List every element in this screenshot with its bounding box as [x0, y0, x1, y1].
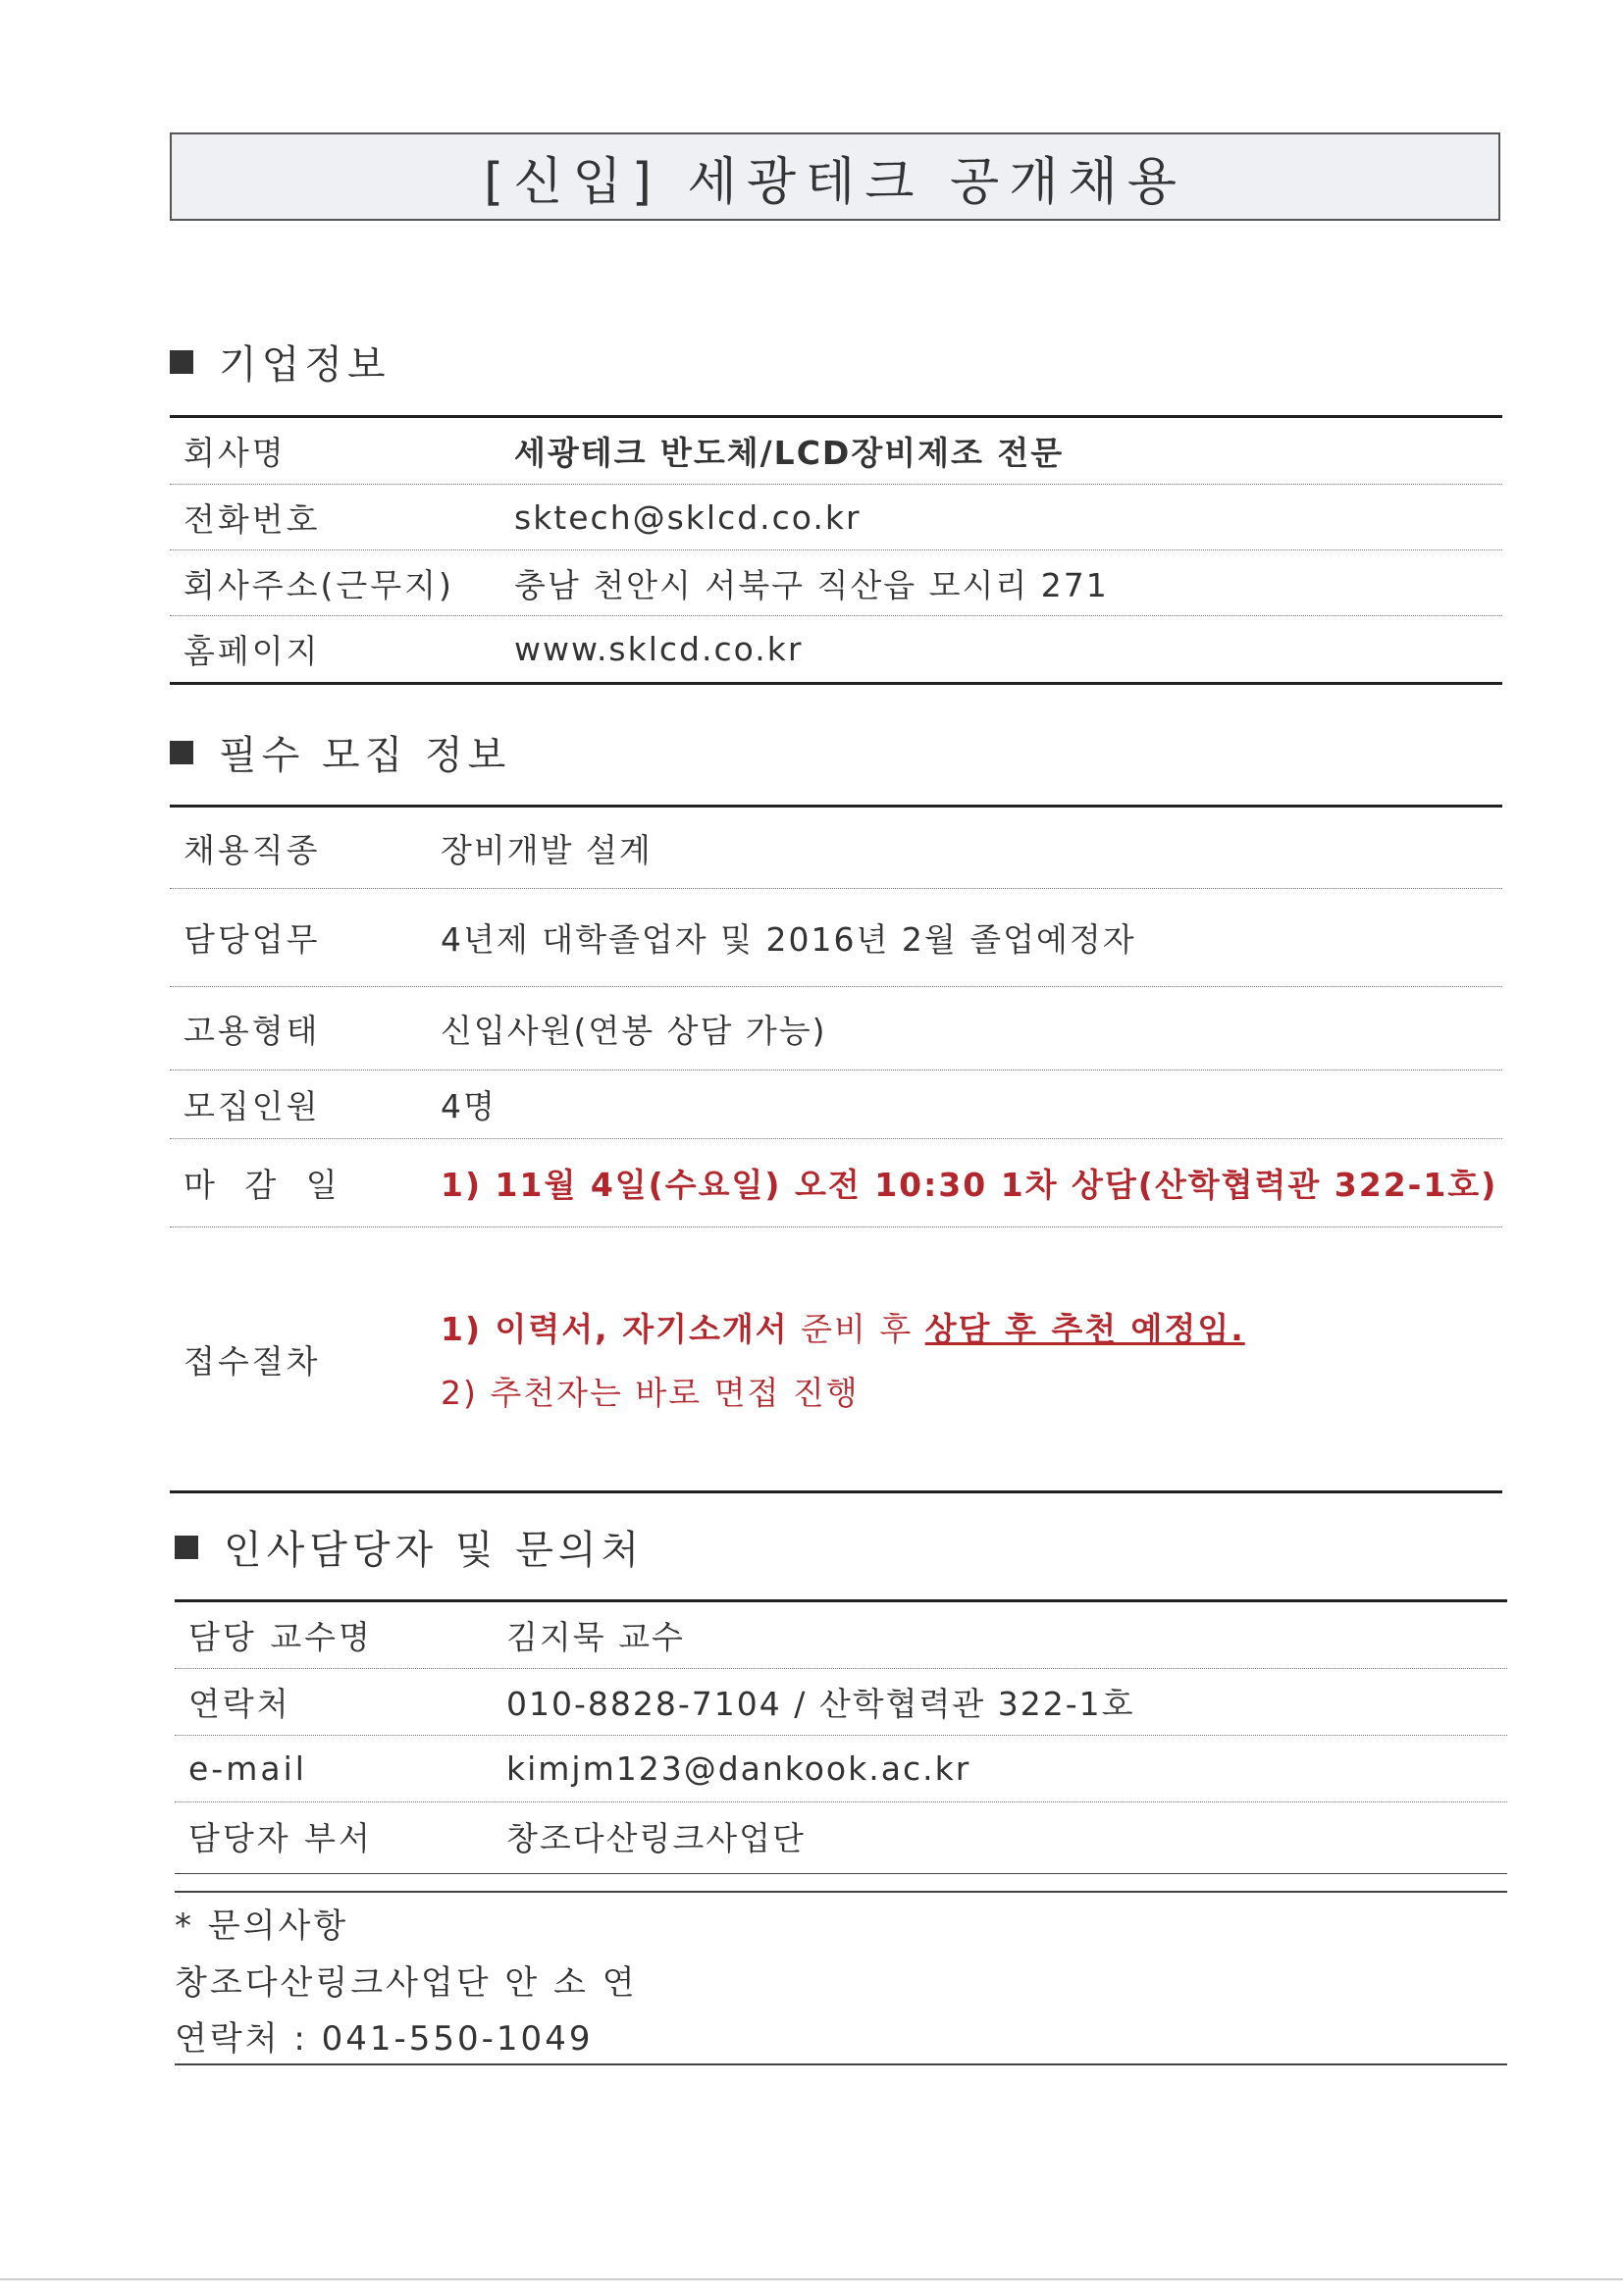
table-row	[170, 1139, 1502, 1227]
row-value: www.sklcd.co.kr	[514, 630, 804, 668]
table-row	[170, 418, 1502, 485]
row-label: 모집인원	[183, 1087, 321, 1125]
inquiry-heading: * 문의사항	[175, 1906, 349, 1946]
row-label: 연락처	[188, 1685, 291, 1723]
row-label: 담당업무	[183, 920, 321, 959]
recruit-info-table	[170, 805, 1502, 1493]
inquiry-top-rule	[175, 1891, 1507, 1893]
row-value: 4명	[441, 1087, 497, 1125]
contact-section-title: 인사담당자 및 문의처	[224, 1528, 645, 1573]
deadline-value: 1) 11월 4일(수요일) 오전 10:30 1차 상담(산학협력관 322-1호)	[441, 1166, 1498, 1204]
row-label: e-mail	[188, 1749, 307, 1788]
contact-info-table	[175, 1599, 1507, 1874]
table-row	[175, 1736, 1507, 1802]
square-bullet-icon	[170, 741, 193, 764]
square-bullet-icon	[170, 350, 193, 374]
row-value: 4년제 대학졸업자 및 2016년 2월 졸업예정자	[441, 920, 1136, 959]
row-label: 마 감 일	[183, 1166, 347, 1204]
company-section-title: 기업정보	[219, 342, 391, 388]
company-section-heading	[170, 334, 391, 390]
table-row	[170, 987, 1502, 1070]
row-value: 장비개발 설계	[441, 830, 653, 869]
row-label: 회사명	[183, 434, 287, 472]
row-value: 창조다산링크사업단	[506, 1818, 806, 1857]
row-label: 채용직종	[183, 830, 321, 869]
procedure-line-1	[441, 1304, 1245, 1350]
procedure-block	[441, 1304, 1245, 1414]
table-row	[170, 616, 1502, 682]
table-row	[175, 1669, 1507, 1736]
row-label: 회사주소(근무지)	[183, 565, 454, 604]
procedure-line-1-mid: 준비 후	[788, 1310, 925, 1348]
scan-edge-line	[0, 2278, 1623, 2280]
table-row	[175, 1602, 1507, 1669]
table-row	[170, 1227, 1502, 1490]
page-title	[170, 132, 1500, 221]
row-label: 접수절차	[183, 1341, 321, 1381]
table-row	[175, 1802, 1507, 1869]
procedure-line-2: 2) 추천자는 바로 면접 진행	[441, 1374, 860, 1412]
recruit-section-title: 필수 모집 정보	[219, 733, 511, 778]
row-value: sktech@sklcd.co.kr	[514, 497, 862, 537]
table-row	[170, 485, 1502, 550]
square-bullet-icon	[175, 1536, 198, 1559]
table-row	[170, 889, 1502, 987]
row-label: 담당자 부서	[188, 1818, 373, 1857]
row-value: 신입사원(연봉 상담 가능)	[441, 1011, 827, 1050]
inquiry-phone: 연락처 : 041-550-1049	[175, 2019, 594, 2059]
row-label: 고용형태	[183, 1011, 321, 1050]
row-label: 담당 교수명	[188, 1618, 373, 1656]
row-value: 010-8828-7104 / 산학협력관 322-1호	[506, 1685, 1135, 1723]
page-title-text: [신입] 세광테크 공개채용	[484, 152, 1186, 212]
procedure-line-1-bold: 1) 이력서, 자기소개서	[441, 1310, 789, 1348]
company-info-table	[170, 415, 1502, 685]
recruit-section-heading	[170, 724, 510, 780]
row-value: 충남 천안시 서북구 직산읍 모시리 271	[514, 565, 1109, 604]
table-row	[170, 808, 1502, 889]
procedure-line-1-underline: 상담 후 추천 예정임.	[924, 1310, 1245, 1348]
table-row	[170, 1070, 1502, 1139]
inquiry-bottom-rule	[175, 2063, 1507, 2065]
table-row	[170, 550, 1502, 616]
contact-section-heading	[175, 1519, 644, 1575]
row-value: 세광테크 반도체/LCD장비제조 전문	[514, 434, 1065, 472]
row-label: 전화번호	[183, 499, 321, 539]
row-label: 홈페이지	[183, 632, 321, 670]
row-value: 김지묵 교수	[506, 1618, 685, 1656]
inquiry-contact-person: 창조다산링크사업단 안 소 연	[175, 1963, 638, 2003]
email-value: kimjm123@dankook.ac.kr	[506, 1749, 971, 1788]
